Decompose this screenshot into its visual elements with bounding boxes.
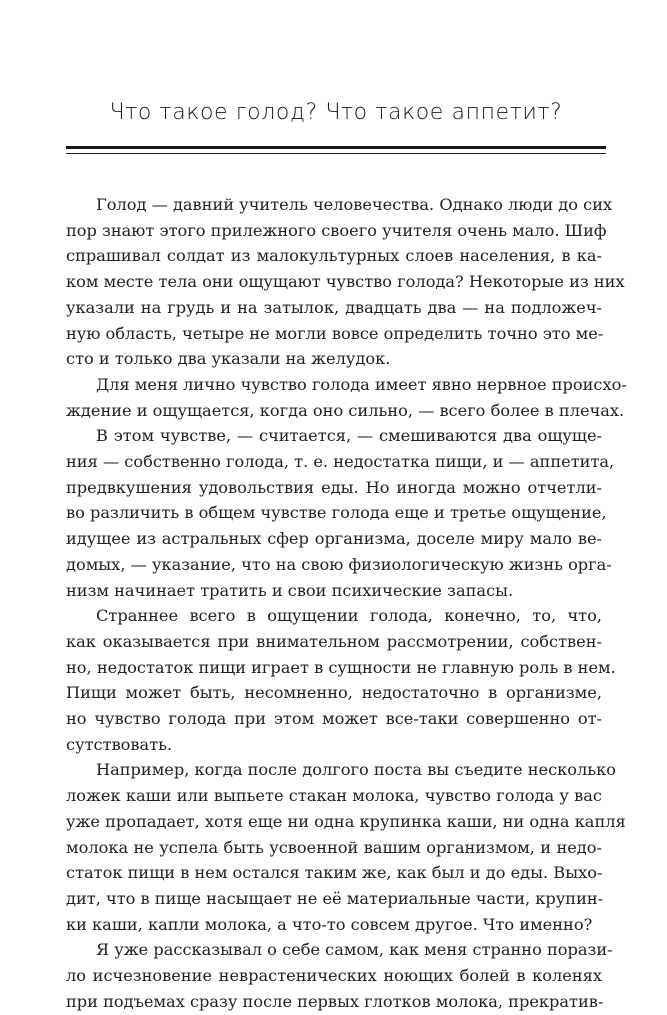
text-line: сто и только два указали на желудок.	[66, 349, 391, 369]
text-line: ждение и ощущается, когда оно сильно, — всего более в плечах.	[66, 400, 625, 420]
text-line: во различить в общем чувстве голода еще и третье ощущение,	[66, 503, 607, 523]
text-line: ки каши, капли молока, а что-то совсем другое. Что именно?	[66, 914, 593, 934]
title-rule-thick	[66, 146, 606, 149]
body-text	[66, 192, 627, 1015]
paragraph	[66, 423, 615, 603]
text-line: идущее из астральных сфер организма, доселе миру мало ве-	[66, 529, 602, 549]
text-line: ло исчезновение неврастенических ноющих болей в коленях	[66, 966, 602, 986]
text-line: предвкушения удовольствия еды. Но иногда можно отчетли-	[66, 477, 602, 497]
text-line: низм начинает тратить и свои психические запасы.	[66, 580, 514, 600]
text-line: Страннее всего в ощущении голода, конечно, то, что,	[96, 606, 602, 626]
text-line: уже пропадает, хотя еще ни одна крупинка каши, ни одна капля	[66, 811, 626, 831]
text-line: ную область, четыре не могли вовсе определить точно это ме-	[66, 323, 604, 343]
paragraph	[66, 757, 626, 937]
text-line: но чувство голода при этом может все-таки совершенно от-	[66, 709, 602, 729]
text-line: Для меня лично чувство голода имеет явно нервное происхо-	[96, 374, 627, 394]
paragraph	[66, 603, 616, 757]
text-line: ком месте тела они ощущают чувство голода? Некоторые из них	[66, 272, 625, 292]
text-line: молока не успела быть усвоенной вашим организмом, и недо-	[66, 837, 602, 857]
text-line: В этом чувстве, — считается, — смешиваются два ощуще-	[96, 426, 602, 446]
text-line: Голод — давний учитель человечества. Однако люди до сих	[96, 195, 613, 214]
text-line: Я уже рассказывал о себе самом, как меня странно порази-	[96, 940, 613, 960]
paragraph	[66, 372, 627, 423]
text-line: как оказывается при внимательном рассмотрении, собствен-	[66, 631, 602, 651]
text-line: пор знают этого прилежного своего учителя очень мало. Шиф	[66, 220, 607, 240]
text-line: ния — собственно голода, т. е. недостатка пищи, и — аппетита,	[66, 452, 615, 472]
text-line: Например, когда после долгого поста вы съедите несколько	[96, 760, 616, 780]
text-line: ложек каши или выпьете стакан молока, чувство голода у вас	[66, 786, 602, 806]
paragraph	[66, 192, 625, 372]
text-line: при подъемах сразу после первых глотков молока, прекратив-	[66, 991, 604, 1011]
title-rule-thin	[66, 153, 606, 154]
text-line: дит, что в пище насыщает не её материальные части, крупин-	[66, 888, 604, 908]
chapter-title: Что такое голод? Что такое аппетит?	[109, 100, 563, 125]
text-line: спрашивал солдат из малокультурных слоев населения, в ка-	[66, 246, 602, 266]
text-line: сутствовать.	[66, 734, 173, 754]
text-line: домых, — указание, что на свою физиологическую жизнь орга-	[66, 554, 612, 574]
text-line: указали на грудь и на затылок, двадцать два — на подложеч-	[66, 297, 602, 317]
paragraph	[66, 937, 613, 1014]
text-line: Пищи может быть, несомненно, недостаточно в организме,	[66, 683, 602, 703]
text-line: статок пищи в нем остался таким же, как был и до еды. Выхо-	[66, 863, 603, 883]
text-line: но, недостаток пищи играет в сущности не главную роль в нем.	[66, 657, 616, 677]
